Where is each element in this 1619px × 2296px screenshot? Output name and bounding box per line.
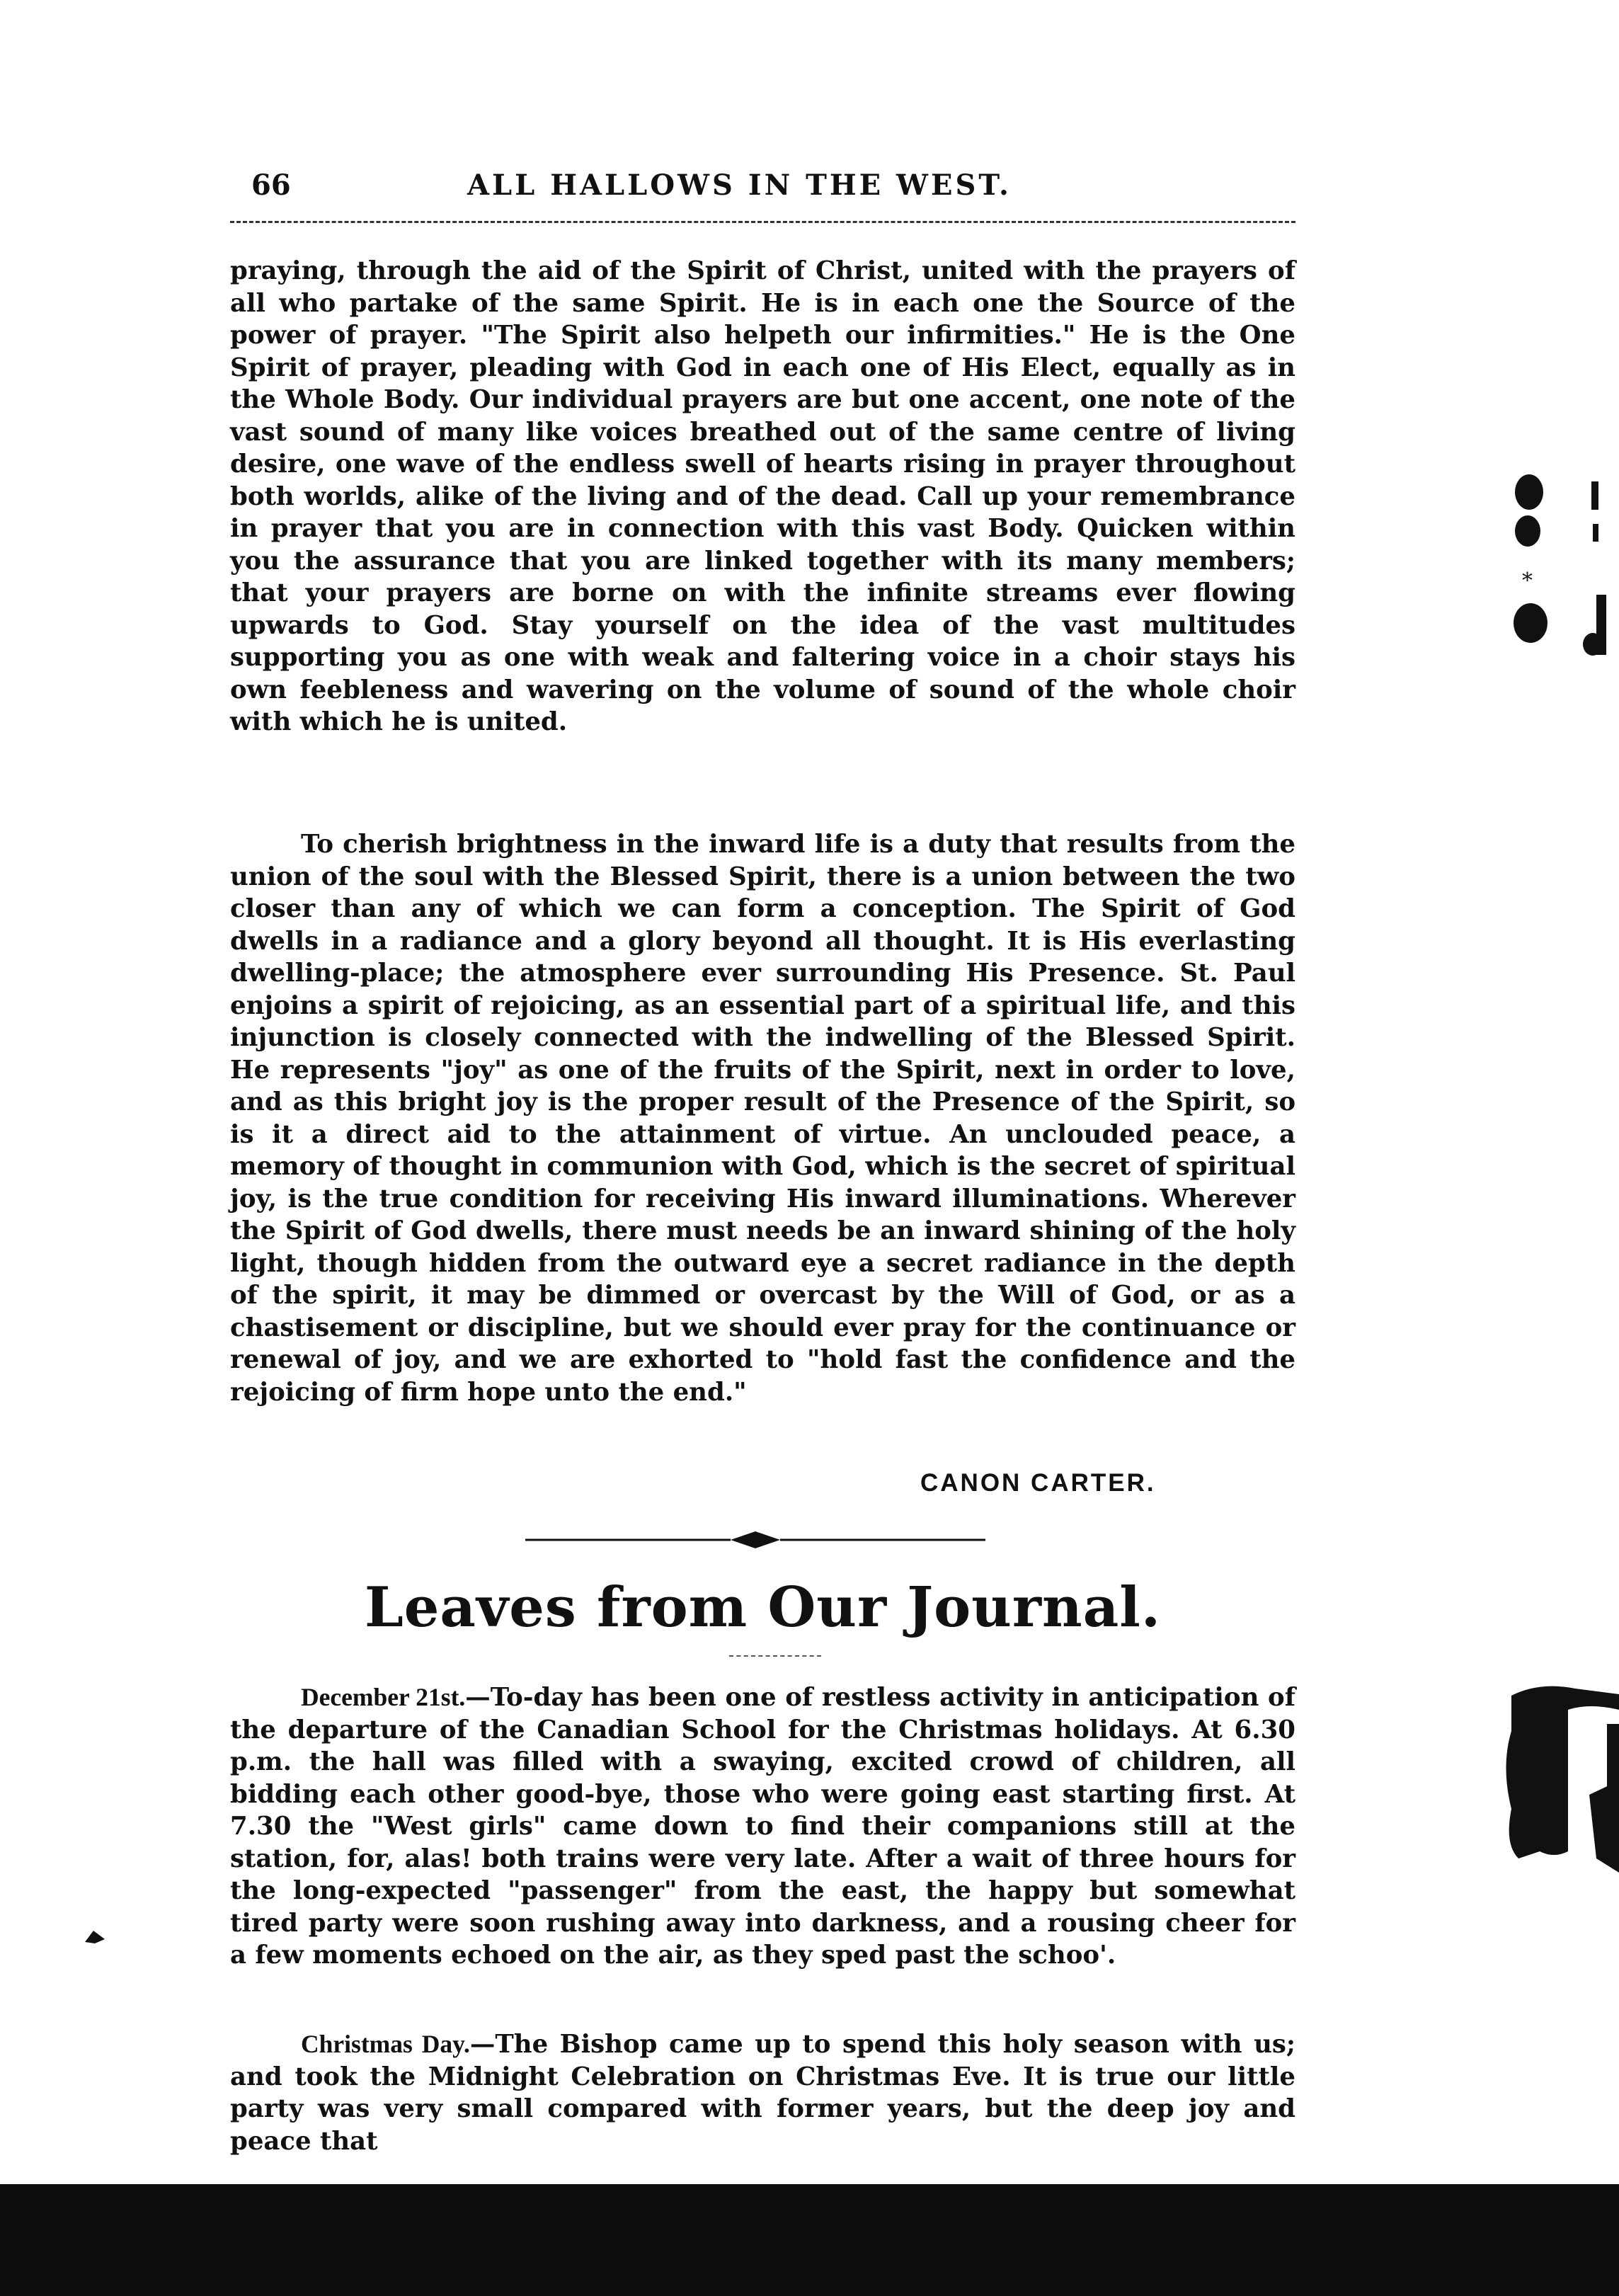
running-title: ALL HALLOWS IN THE WEST.: [467, 169, 1012, 202]
page-number: 66: [251, 169, 291, 202]
ink-blot-lower: [1497, 1681, 1619, 1887]
svg-text:*: *: [1522, 569, 1533, 593]
journal-entry-1: [230, 1681, 1295, 1972]
article-paragraph-2: To cherish brightness in the inward life is a duty that results from the union of the soul with the Blessed Spirit, there is a union between the two closer than any of which we can form a conception. The Spirit of God dwells in a radiance and a glory beyond all thought. It is His everlasting dwelling-place; the atmosphere ever surrounding His Presence. St. Paul enjoins a spirit of rejoicing, as an essential part of a spiritual life, and this injunction is closely connected with the indwelling of the Blessed Spirit. He represents "joy" as one of the fruits of the Spirit, next in order to love, and as this bright joy is the proper result of the Presence of the Spirit, so is it a direct aid to the attainment of virtue. An unclouded peace, a memory of thought in communion with God, which is the secret of spiritual joy, is the true condition for receiving His inward illuminations. Wherever the Spirit of God dwells, there must needs be an inward shining of the holy light, though hidden from the outward eye a secret radiance in the depth of the spirit, it may be dimmed or overcast by the Will of God, or as a chastisement or discipline, but we should ever pray for the continuance or renewal of joy, and we are exhorted to "hold fast the confidence and the rejoicing of firm hope unto the end.": [230, 830, 1295, 1407]
entry-text: —To-day has been one of restless activity in anticipation of the departure of the Canadian School for the Christmas holidays. At 6.30 p.m. the hall was filled with a swaying, excited crowd of children, all bidding each other good-bye, those who were going east starting first. At 7.30 the "West girls" came down to find their companions still at the station, for, alas! both trains were very late. After a wait of three hours for the long-expected "passenger" from the east, the happy but somewhat tired party were soon rushing away into darkness, and a rousing cheer for a few moments echoed on the air, as they sped past the schoo'.: [230, 1683, 1295, 1970]
entry-date: December 21st.: [301, 1683, 466, 1711]
article-body-continued: [230, 828, 1295, 1408]
article-body: [230, 255, 1295, 738]
article-signature: CANON CARTER.: [920, 1469, 1156, 1497]
stray-ink-mark: [85, 1929, 106, 1943]
scan-footer-bar: [0, 2184, 1619, 2296]
journal-entry-2: [230, 2028, 1295, 2157]
title-underline: [729, 1655, 821, 1657]
ink-blot-upper: [1508, 460, 1614, 680]
entry-date: Christmas Day.: [301, 2030, 470, 2058]
article-paragraph-1: praying, through the aid of the Spirit of Christ, united with the prayers of all who partake of the same Spirit. He is in each one the Source of the power of prayer. "The Spirit also helpeth our infirmities." He is the One Spirit of prayer, pleading with God in each one of His Elect, equally as in the Whole Body. Our individual prayers are but one accent, one note of the vast sound of many like voices breathed out of the same centre of living desire, one wave of the endless swell of hearts rising in prayer throughout both worlds, alike of the living and of the dead. Call up your remembrance in prayer that you are in connection with this vast Body. Quicken within you the assurance that you are linked together with its many members; that your prayers are borne on with the infinite streams ever flowing upwards to God. Stay yourself on the idea of the vast multitudes supporting you as one with weak and faltering voice in a choir stays his own feebleness and wavering on the volume of sound of the whole choir with which he is united.: [230, 256, 1295, 736]
section-title: Leaves from Our Journal.: [364, 1575, 1162, 1640]
header-rule: [230, 221, 1295, 223]
section-divider-ornament: [525, 1529, 985, 1550]
entry-text: —The Bishop came up to spend this holy season with us; and took the Midnight Celebration on Christmas Eve. It is true our little party was very small compared with former years, but the deep joy and peace that: [230, 2030, 1296, 2156]
